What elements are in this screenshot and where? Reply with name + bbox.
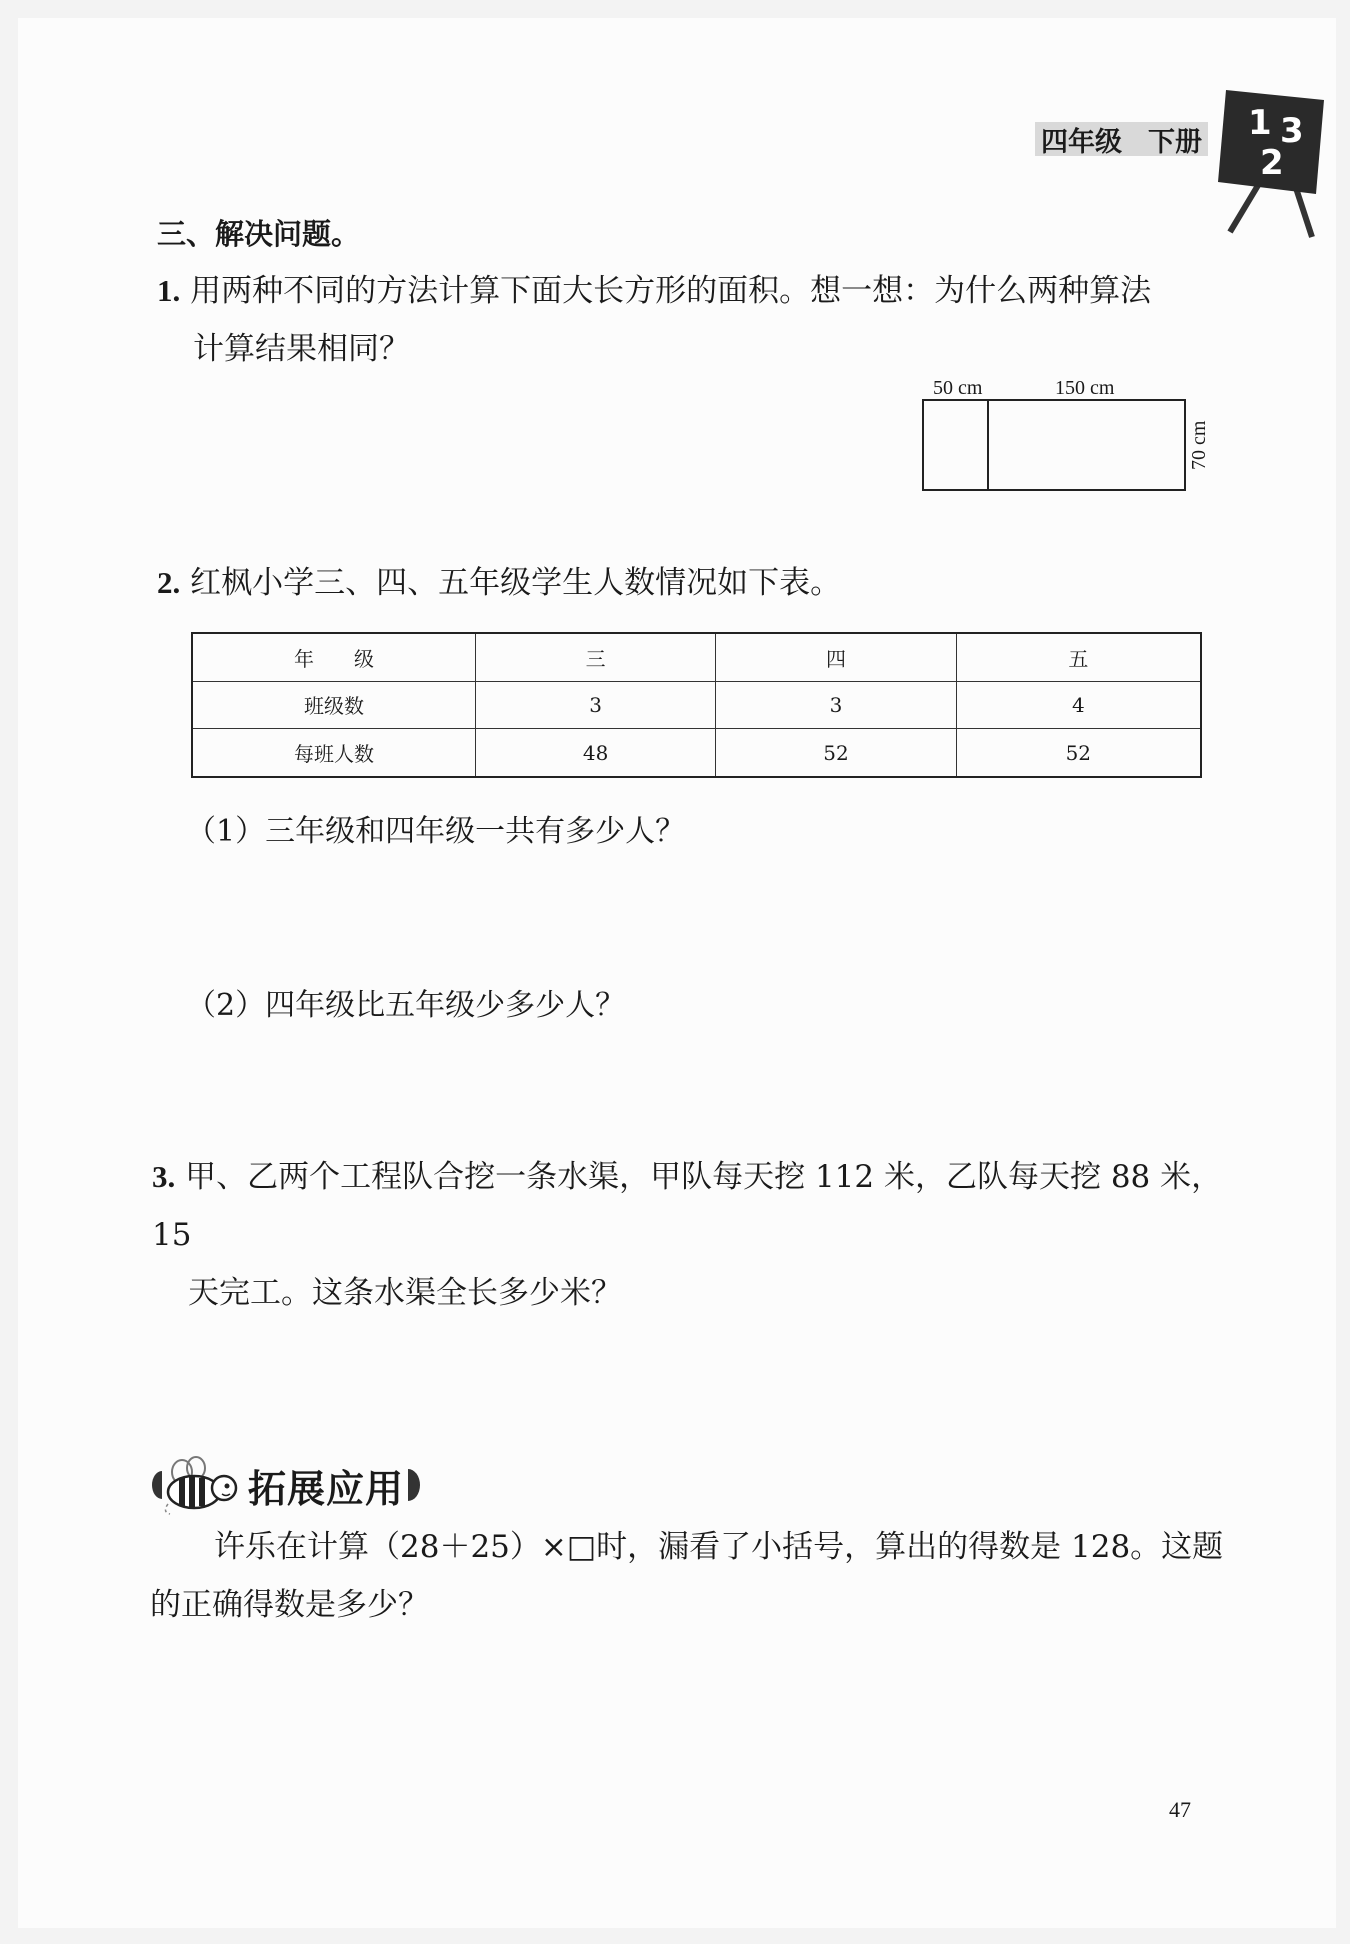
question-text: 甲、乙两个工程队合挖一条水渠，甲队每天挖 112 米，乙队每天挖 88 米，15 xyxy=(152,1159,1223,1253)
table-cell: 班级数 xyxy=(192,681,476,729)
logo-digit-3: 3 xyxy=(1280,111,1304,151)
table-row xyxy=(192,681,1201,729)
grade-label: 四年级 xyxy=(1041,126,1122,158)
page-number: 47 xyxy=(1169,1797,1191,1822)
question-2 xyxy=(157,554,1217,612)
question-1 xyxy=(157,262,1217,378)
table-cell: 52 xyxy=(716,729,956,777)
table-cell: 48 xyxy=(476,729,716,777)
section-title: 三、解决问题。 xyxy=(157,217,361,251)
table-cell: 每班人数 xyxy=(192,729,476,777)
logo-digit-1: 1 xyxy=(1248,103,1272,143)
table-cell: 3 xyxy=(476,681,716,729)
question-number: 2. xyxy=(157,565,181,600)
table-header-cell: 五 xyxy=(956,633,1201,681)
extension-header xyxy=(148,1454,424,1516)
header-end-cap-icon xyxy=(404,1465,424,1505)
question-3 xyxy=(152,1148,1232,1322)
logo-digit-2: 2 xyxy=(1260,143,1284,183)
table-header-cell: 四 xyxy=(716,633,956,681)
sub-question-2: （2）四年级比五年级少多少人？ xyxy=(186,988,626,1023)
question-number: 3. xyxy=(152,1159,176,1194)
question-text: 红枫小学三、四、五年级学生人数情况如下表。 xyxy=(190,565,842,601)
table-cell: 4 xyxy=(956,681,1201,729)
table-cell: 52 xyxy=(956,729,1201,777)
left-width-label: 50 cm xyxy=(933,377,983,399)
blackboard-logo xyxy=(1212,82,1342,242)
extension-title: 拓展应用 xyxy=(248,1466,405,1511)
extension-text: 许乐在计算（28＋25）×□时，漏看了小括号，算出的得数是 128。这题 xyxy=(214,1529,1224,1565)
big-rectangle xyxy=(923,400,1185,490)
extension-problem xyxy=(150,1518,1230,1634)
table-header-cell: 年 级 xyxy=(192,633,476,681)
table-cell: 3 xyxy=(716,681,956,729)
table-header-row xyxy=(192,633,1201,681)
grade-tag xyxy=(1035,122,1208,156)
student-count-table xyxy=(191,632,1202,778)
table-header-cell: 三 xyxy=(476,633,716,681)
bee-icon xyxy=(148,1454,248,1516)
table-row xyxy=(192,729,1201,777)
rectangle-diagram xyxy=(915,368,1215,498)
question-text: 用两种不同的方法计算下面大长方形的面积。想一想：为什么两种算法 xyxy=(190,273,1152,309)
extension-text-cont: 的正确得数是多少？ xyxy=(150,1587,429,1623)
volume-label: 下册 xyxy=(1148,126,1202,158)
question-text-cont: 天完工。这条水渠全长多少米？ xyxy=(188,1275,622,1311)
height-label: 70 cm xyxy=(1188,420,1210,470)
question-number: 1. xyxy=(157,273,181,308)
sub-question-1: （1）三年级和四年级一共有多少人？ xyxy=(186,814,686,849)
question-text-cont: 计算结果相同？ xyxy=(193,331,410,367)
right-width-label: 150 cm xyxy=(1055,377,1115,399)
